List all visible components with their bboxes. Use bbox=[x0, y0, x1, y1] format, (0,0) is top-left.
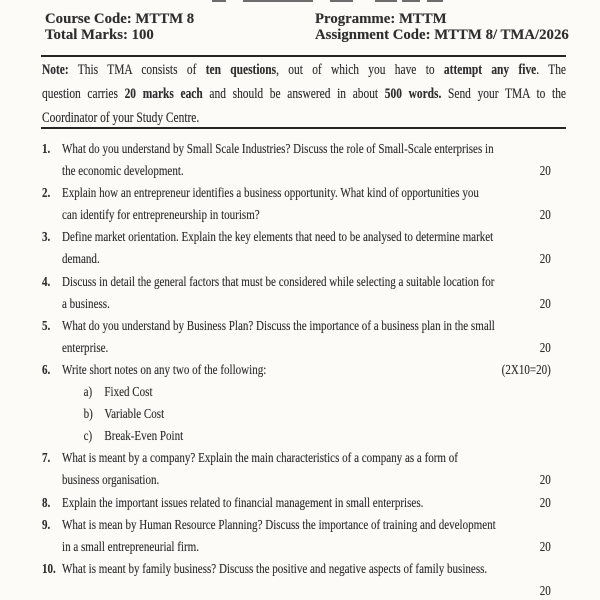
question-line bbox=[42, 536, 566, 558]
note-text-segment: Send your TMA to the bbox=[441, 85, 567, 102]
question-line bbox=[42, 271, 566, 293]
subitem-spacer bbox=[42, 381, 62, 403]
question-subitem bbox=[42, 381, 566, 403]
note-text-segment: Note: bbox=[42, 62, 69, 78]
marks-value: 20 bbox=[539, 163, 551, 179]
title-remnant-dash bbox=[243, 0, 313, 2]
title-remnant-dash bbox=[427, 0, 443, 2]
question-line bbox=[42, 514, 566, 536]
marks-value: 20 bbox=[539, 472, 551, 488]
question-text: Write short notes on any two of the following: bbox=[62, 361, 267, 377]
subitem-text: Fixed Cost bbox=[104, 384, 153, 400]
question-number bbox=[42, 469, 62, 491]
question-item bbox=[42, 271, 566, 315]
question-text: Explain how an entrepreneur identifies a business opportunity. What kind of opportunities you bbox=[62, 185, 479, 201]
question-text: What is meant by a company? Explain the main characteristics of a company as a form of bbox=[62, 450, 458, 466]
note-text-segment: This TMA consists of bbox=[68, 62, 206, 78]
question-item bbox=[42, 359, 566, 447]
question-text: What is meant by family business? Discuss the positive and negative aspects of family business. bbox=[62, 560, 488, 576]
marks-value: 20 bbox=[539, 251, 551, 267]
marks-value: 20 bbox=[539, 207, 551, 223]
question-number: 8. bbox=[42, 494, 51, 510]
subitem-text: Break-Even Point bbox=[104, 428, 184, 444]
question-text: the economic development. bbox=[62, 163, 184, 179]
subitem-spacer bbox=[42, 425, 62, 447]
question-item bbox=[42, 226, 566, 270]
question-item bbox=[42, 514, 566, 558]
note-line bbox=[42, 59, 566, 83]
question-number bbox=[42, 248, 62, 270]
question-text: demand. bbox=[62, 251, 100, 267]
question-line bbox=[42, 447, 566, 469]
title-remnant-dash bbox=[402, 0, 420, 2]
subitem-label: c) bbox=[83, 428, 93, 444]
note-text-segment: and should be answered in about bbox=[202, 85, 385, 102]
question-number: 3. bbox=[42, 229, 51, 245]
divider-bottom bbox=[41, 127, 566, 129]
question-text: Explain the important issues related to financial management in small enterprises. bbox=[62, 494, 424, 510]
note-text-segment: question carries bbox=[42, 85, 125, 102]
course-code: Course Code: MTTM 8 bbox=[45, 11, 195, 27]
note-text-segment: , out of which you have to bbox=[276, 62, 444, 78]
question-subitem bbox=[42, 425, 566, 447]
question-text: enterprise. bbox=[62, 339, 109, 355]
programme: Programme: MTTM bbox=[315, 11, 447, 27]
question-text: What do you understand by Small Scale Industries? Discuss the role of Small-Scale enterprises in bbox=[62, 141, 494, 156]
question-number bbox=[42, 337, 62, 359]
question-item bbox=[42, 315, 566, 359]
marks-value: 20 bbox=[539, 295, 551, 311]
title-remnant-dash bbox=[375, 0, 397, 2]
note-text-segment: 20 marks each bbox=[124, 85, 203, 102]
question-line bbox=[42, 138, 566, 160]
question-item bbox=[42, 492, 566, 514]
question-number: 1. bbox=[42, 141, 51, 156]
question-text: a business. bbox=[62, 295, 110, 311]
question-item bbox=[42, 447, 566, 491]
question-item bbox=[42, 182, 566, 226]
subitem-label: b) bbox=[83, 406, 93, 422]
question-text: business organisation. bbox=[62, 472, 160, 488]
note-text-segment: attempt any five bbox=[443, 62, 537, 78]
question-line bbox=[42, 204, 566, 226]
question-item bbox=[42, 558, 566, 598]
marks-value: 20 bbox=[539, 538, 551, 554]
question-line bbox=[42, 337, 566, 359]
question-text: Define market orientation. Explain the key elements that need to be analysed to determine market bbox=[62, 229, 494, 245]
subitem-label: a) bbox=[83, 384, 93, 400]
question-text: in a small entrepreneurial firm. bbox=[62, 538, 199, 554]
question-text: Discuss in detail the general factors that must be considered while selecting a suitable location for bbox=[62, 273, 495, 289]
title-remnant-dash bbox=[330, 0, 353, 2]
total-marks: Total Marks: 100 bbox=[45, 26, 154, 43]
question-line bbox=[42, 160, 566, 182]
question-item bbox=[42, 138, 566, 182]
question-number bbox=[42, 204, 62, 226]
question-line bbox=[42, 226, 566, 248]
questions-list bbox=[42, 138, 566, 598]
question-number: 9. bbox=[42, 516, 51, 532]
question-number bbox=[42, 293, 62, 315]
marks-value: 20 bbox=[539, 339, 551, 355]
question-number: 10. bbox=[42, 560, 56, 576]
cropped-title-remnant bbox=[0, 0, 600, 4]
question-text: What do you understand by Business Plan? Discuss the importance of a business plan in the small bbox=[62, 317, 495, 333]
note-text-segment: Coordinator of your Study Centre. bbox=[42, 109, 200, 126]
question-number: 6. bbox=[42, 361, 51, 377]
marks-value: 20 bbox=[539, 494, 551, 510]
question-line bbox=[42, 248, 566, 270]
subitem-text: Variable Cost bbox=[104, 406, 165, 422]
question-line bbox=[42, 558, 566, 580]
marks-value: 20 bbox=[539, 582, 551, 598]
question-subitem bbox=[42, 403, 566, 425]
question-line bbox=[42, 492, 566, 514]
note-line bbox=[42, 83, 566, 107]
header-left bbox=[45, 12, 194, 44]
question-text: What is mean by Human Resource Planning? Discuss the importance of training and development bbox=[62, 516, 496, 532]
divider-top bbox=[41, 55, 566, 57]
question-number: 5. bbox=[42, 317, 51, 333]
question-number: 4. bbox=[42, 273, 51, 289]
question-line bbox=[42, 182, 566, 204]
note-paragraph bbox=[42, 59, 566, 130]
note-text-segment: ten questions bbox=[205, 62, 277, 78]
note-text-segment: 500 words. bbox=[384, 85, 442, 102]
question-line bbox=[42, 315, 566, 337]
question-number: 2. bbox=[42, 185, 51, 201]
header-right bbox=[315, 12, 569, 44]
question-number: 7. bbox=[42, 450, 51, 466]
subitem-spacer bbox=[42, 403, 62, 425]
question-line bbox=[42, 469, 566, 491]
note-text-segment: . The bbox=[536, 62, 567, 78]
question-line bbox=[42, 359, 566, 381]
question-number bbox=[42, 536, 62, 558]
question-text: can identify for entrepreneurship in tourism? bbox=[62, 207, 260, 223]
question-line bbox=[42, 293, 566, 315]
assignment-code: Assignment Code: MTTM 8/ TMA/2026 bbox=[315, 26, 569, 43]
marks-value: (2X10=20) bbox=[501, 361, 551, 377]
title-remnant-dash bbox=[212, 0, 226, 2]
question-number bbox=[42, 160, 62, 182]
